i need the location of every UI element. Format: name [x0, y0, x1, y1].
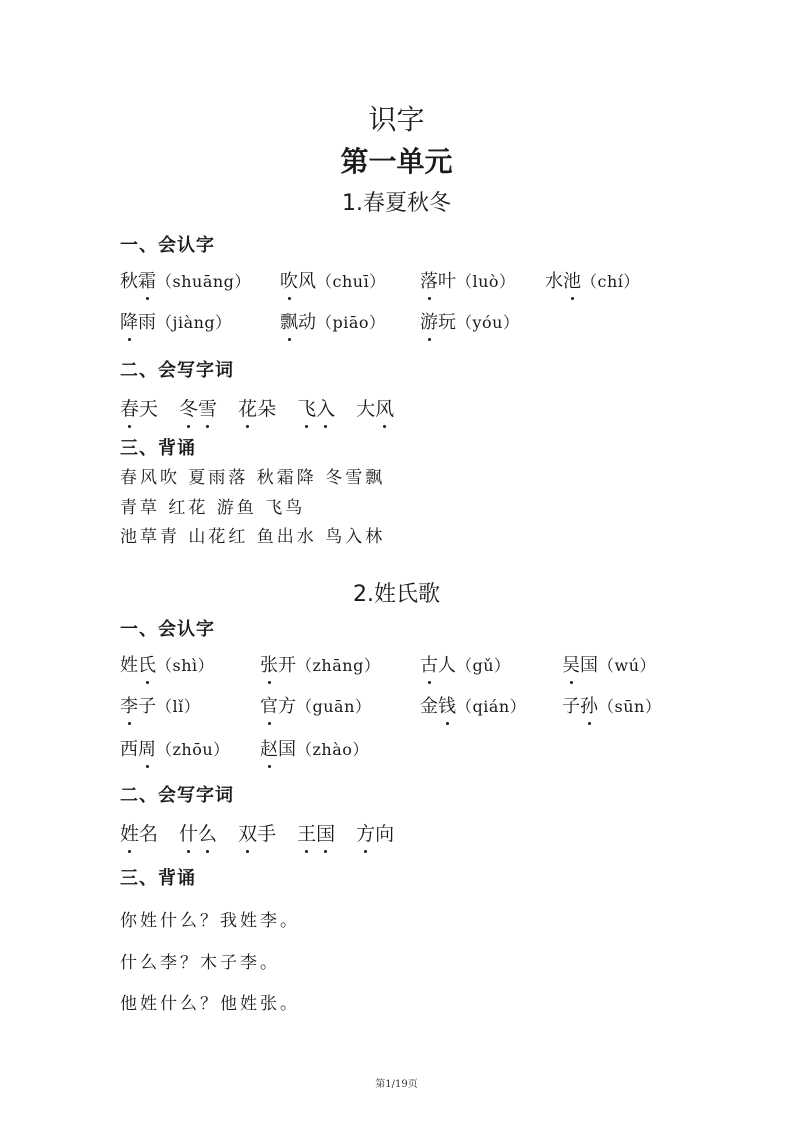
hanzi-char: 张 [260, 651, 278, 677]
document-title: 识字 [368, 103, 425, 136]
hanzi-char: 风 [298, 271, 316, 292]
hanzi-char: 名 [139, 823, 159, 845]
hanzi-char: 降 [120, 308, 138, 334]
vocab-item [562, 651, 656, 677]
hanzi-char: 人 [438, 655, 456, 676]
hanzi-char: 玩 [438, 312, 456, 333]
hanzi-char: 什 [179, 819, 198, 846]
lesson-2-write-words [120, 819, 415, 846]
pinyin: （guān） [296, 697, 372, 716]
vocab-item [120, 267, 251, 293]
hanzi-char: 子 [562, 696, 580, 717]
lesson-1-recite-line: 青草 红花 游鱼 飞鸟 [120, 498, 306, 518]
write-word [238, 394, 276, 421]
hanzi-char: 冬 [179, 394, 198, 421]
hanzi-char: 姓 [120, 655, 138, 676]
lesson-1-write-words [120, 394, 415, 421]
hanzi-char: 春 [120, 394, 139, 421]
pinyin: （chuī） [316, 272, 386, 291]
vocab-item [260, 651, 380, 677]
vocab-item [280, 308, 386, 334]
lesson-1-recite-line: 池草青 山花红 鱼出水 鸟入林 [120, 527, 386, 547]
write-word [356, 394, 394, 421]
hanzi-char: 钱 [438, 692, 456, 718]
lesson-1-recite-line: 春风吹 夏雨落 秋霜降 冬雪飘 [120, 468, 386, 488]
hanzi-char: 国 [278, 739, 296, 760]
unit-title: 第一单元 [340, 145, 453, 178]
pinyin: （yóu） [456, 313, 520, 332]
write-word [297, 394, 335, 421]
vocab-item [260, 692, 371, 718]
lesson-2-recognize-heading: 一、会认字 [120, 619, 215, 640]
hanzi-char: 子 [138, 696, 156, 717]
hanzi-char: 游 [420, 308, 438, 334]
pinyin: （sūn） [598, 697, 662, 716]
hanzi-char: 雪 [198, 394, 217, 421]
vocab-item [545, 267, 640, 293]
lesson-2-recite-heading: 三、背诵 [120, 868, 196, 889]
lesson-2-title: 2.姓氏歌 [353, 582, 440, 607]
write-word [120, 819, 158, 846]
vocab-item [120, 651, 214, 677]
pinyin: （piāo） [316, 313, 386, 332]
hanzi-char: 池 [563, 267, 581, 293]
hanzi-char: 方 [356, 819, 375, 846]
write-word [120, 394, 158, 421]
vocab-item [420, 267, 516, 293]
hanzi-char: 李 [120, 692, 138, 718]
hanzi-char: 氏 [138, 651, 156, 677]
hanzi-char: 天 [139, 398, 159, 420]
vocab-item [420, 651, 511, 677]
pinyin: （shuāng） [156, 272, 251, 291]
hanzi-char: 开 [278, 655, 296, 676]
hanzi-char: 赵 [260, 735, 278, 761]
hanzi-char: 官 [260, 692, 278, 718]
write-word [238, 819, 276, 846]
hanzi-char: 水 [545, 271, 563, 292]
hanzi-char: 金 [420, 696, 438, 717]
page-footer: 第1/19页 [375, 1079, 418, 1090]
hanzi-char: 飞 [297, 394, 316, 421]
hanzi-char: 秋 [120, 271, 138, 292]
write-word [179, 819, 217, 846]
vocab-item [120, 735, 230, 761]
hanzi-char: 姓 [120, 819, 139, 846]
hanzi-char: 吴 [562, 651, 580, 677]
pinyin: （wú） [598, 656, 657, 675]
pinyin: （chí） [581, 272, 640, 291]
hanzi-char: 雨 [138, 312, 156, 333]
pinyin: （jiàng） [156, 313, 232, 332]
lesson-1-title: 1.春夏秋冬 [342, 191, 451, 216]
hanzi-char: 朵 [257, 398, 277, 420]
pinyin: （gǔ） [456, 656, 511, 675]
hanzi-char: 花 [238, 394, 257, 421]
hanzi-char: 大 [356, 398, 376, 420]
lesson-1-write-heading: 二、会写字词 [120, 360, 234, 381]
pinyin: （zhào） [296, 740, 369, 759]
hanzi-char: 向 [375, 823, 395, 845]
hanzi-char: 西 [120, 739, 138, 760]
vocab-item [562, 692, 661, 718]
hanzi-char: 动 [298, 312, 316, 333]
pinyin: （qián） [456, 697, 527, 716]
vocab-item [280, 267, 386, 293]
hanzi-char: 王 [297, 819, 316, 846]
hanzi-char: 吹 [280, 267, 298, 293]
hanzi-char: 飘 [280, 308, 298, 334]
hanzi-char: 手 [257, 823, 277, 845]
hanzi-char: 方 [278, 696, 296, 717]
lesson-2-recite-line: 你姓什么？我姓李。 [120, 911, 300, 931]
hanzi-char: 叶 [438, 271, 456, 292]
vocab-item [420, 308, 519, 334]
vocab-item [260, 735, 369, 761]
write-word [356, 819, 394, 846]
pinyin: （shì） [156, 656, 215, 675]
lesson-1-recite-heading: 三、背诵 [120, 438, 196, 459]
hanzi-char: 孙 [580, 692, 598, 718]
hanzi-char: 风 [375, 394, 394, 421]
hanzi-char: 入 [316, 394, 335, 421]
pinyin: （lǐ） [156, 697, 201, 716]
hanzi-char: 国 [580, 655, 598, 676]
write-word [179, 394, 217, 421]
lesson-2-write-heading: 二、会写字词 [120, 785, 234, 806]
vocab-item [120, 308, 232, 334]
write-word [297, 819, 335, 846]
lesson-2-recite-line: 什么李？木子李。 [120, 953, 280, 973]
hanzi-char: 么 [198, 819, 217, 846]
hanzi-char: 霜 [138, 267, 156, 293]
hanzi-char: 双 [238, 819, 257, 846]
hanzi-char: 落 [420, 267, 438, 293]
pinyin: （luò） [456, 272, 516, 291]
pinyin: （zhāng） [296, 656, 381, 675]
lesson-1-recognize-heading: 一、会认字 [120, 235, 215, 256]
vocab-item [420, 692, 526, 718]
lesson-2-recite-line: 他姓什么？他姓张。 [120, 994, 300, 1014]
hanzi-char: 古 [420, 651, 438, 677]
hanzi-char: 国 [316, 819, 335, 846]
hanzi-char: 周 [138, 735, 156, 761]
pinyin: （zhōu） [156, 740, 230, 759]
vocab-item [120, 692, 200, 718]
